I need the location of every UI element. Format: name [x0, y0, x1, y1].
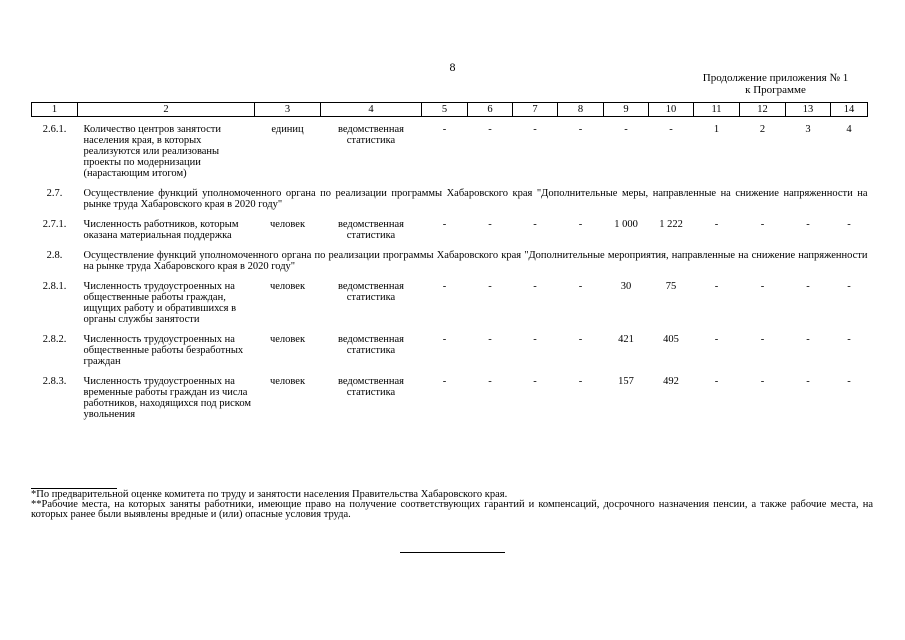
footnote-2: **Рабочие места, на которых заняты работники, имеющие право на получение соответствующих гарантий и компенсаций, досрочного назначения пенсии, а также рабочие места, на которых ранее были выявлены вредные и (или) опасные условия труда.	[31, 499, 873, 520]
header-col-10: 10	[649, 103, 694, 117]
row-number: 2.8.1.	[42, 281, 67, 292]
footnote-1: *По предварительной оценке комитета по труду и занятости населения Правительства Хабаровского края.	[31, 489, 508, 500]
value-cell: 421	[618, 334, 634, 345]
value-cell: -	[533, 219, 537, 230]
value-cell: -	[488, 124, 492, 135]
table-body	[32, 117, 868, 425]
value-cell: -	[442, 376, 447, 387]
indicator-name: Численность трудоустроенных на общественные работы безработных граждан	[83, 334, 244, 367]
header-col-11: 11	[694, 103, 740, 117]
value-cell: -	[442, 219, 447, 230]
value-cell: -	[760, 281, 765, 292]
value-cell: -	[714, 281, 719, 292]
value-cell: -	[714, 334, 719, 345]
continuation-note	[683, 72, 868, 96]
value-cell: 2	[759, 124, 766, 135]
value-cell: -	[578, 281, 583, 292]
value-cell: -	[806, 219, 810, 230]
value-cell: -	[578, 124, 583, 135]
value-cell: -	[760, 334, 765, 345]
value-cell: 75	[665, 281, 677, 292]
value-cell: -	[806, 334, 810, 345]
value-cell: -	[847, 281, 851, 292]
section-title: Осуществление функций уполномоченного органа по реализации программы Хабаровского края "Дополнительные мероприятия, направленные на снижение напряженности на рынке труда Хабаровского края в 2020 году"	[83, 250, 868, 272]
value-cell: -	[578, 219, 583, 230]
value-cell: -	[847, 376, 851, 387]
value-cell: -	[578, 334, 583, 345]
value-cell: -	[533, 334, 537, 345]
table-row	[32, 214, 868, 245]
value-cell: 3	[805, 124, 811, 135]
value-cell: 157	[618, 376, 634, 387]
unit-cell: человек	[269, 376, 306, 387]
source-cell: ведомственная статистика	[338, 124, 404, 146]
header-col-5: 5	[422, 103, 468, 117]
source-cell: ведомственная статистика	[338, 281, 404, 303]
table-row	[32, 329, 868, 371]
value-cell: -	[442, 334, 447, 345]
row-number: 2.7.1.	[42, 219, 67, 230]
unit-cell: человек	[269, 281, 306, 292]
header-col-12: 12	[740, 103, 786, 117]
table-row	[32, 183, 868, 214]
header-col-3: 3	[255, 103, 321, 117]
value-cell: -	[533, 376, 537, 387]
value-cell: -	[760, 376, 765, 387]
value-cell: 30	[620, 281, 632, 292]
value-cell: 405	[663, 334, 679, 345]
page-number: 8	[449, 60, 456, 74]
table-header	[32, 103, 868, 117]
value-cell: -	[847, 334, 851, 345]
source-cell: ведомственная статистика	[338, 334, 404, 356]
indicator-name: Численность трудоустроенных на общественные работы граждан, ищущих работу и обратившихся в органы службы занятости	[83, 281, 237, 325]
value-cell: -	[624, 124, 628, 135]
continuation-line2: к Программе	[745, 84, 806, 96]
value-cell: -	[442, 124, 447, 135]
indicator-name: Численность трудоустроенных на временные работы граждан из числа работников, находящихся под риском увольнения	[83, 376, 252, 420]
header-col-2: 2	[78, 103, 255, 117]
table-row	[32, 371, 868, 424]
indicator-name: Численность работников, которым оказана материальная поддержка	[83, 219, 239, 241]
header-col-13: 13	[786, 103, 831, 117]
end-rule	[400, 552, 505, 553]
header-col-7: 7	[513, 103, 558, 117]
header-col-9: 9	[604, 103, 649, 117]
value-cell: -	[806, 376, 810, 387]
table-row	[32, 276, 868, 329]
row-number: 2.8.2.	[42, 334, 67, 345]
value-cell: 492	[663, 376, 679, 387]
header-col-14: 14	[831, 103, 868, 117]
value-cell: -	[533, 281, 537, 292]
table-row	[32, 245, 868, 276]
header-col-8: 8	[558, 103, 604, 117]
value-cell: -	[442, 281, 447, 292]
value-cell: -	[847, 219, 851, 230]
header-col-6: 6	[468, 103, 513, 117]
indicator-name: Количество центров занятости населения края, в которых реализуются или реализованы проекты по модернизации (нарастающим итогом)	[83, 124, 221, 179]
value-cell: -	[488, 334, 492, 345]
unit-cell: человек	[269, 219, 306, 230]
source-cell: ведомственная статистика	[338, 376, 404, 398]
header-col-1: 1	[32, 103, 78, 117]
row-number: 2.8.3.	[42, 376, 67, 387]
value-cell: -	[533, 124, 537, 135]
row-number: 2.6.1.	[42, 124, 67, 135]
unit-cell: человек	[269, 334, 306, 345]
table-row	[32, 117, 868, 184]
continuation-line1: Продолжение приложения № 1	[702, 72, 849, 84]
value-cell: -	[714, 219, 719, 230]
row-number: 2.7.	[46, 188, 63, 199]
value-cell: 1	[713, 124, 720, 135]
value-cell: 1 222	[659, 219, 683, 230]
value-cell: -	[714, 376, 719, 387]
value-cell: -	[488, 219, 492, 230]
value-cell: -	[488, 281, 492, 292]
indicators-table	[31, 102, 868, 424]
unit-cell: единиц	[271, 124, 304, 135]
source-cell: ведомственная статистика	[338, 219, 404, 241]
value-cell: -	[488, 376, 492, 387]
value-cell: -	[578, 376, 583, 387]
value-cell: 4	[846, 124, 852, 135]
value-cell: -	[806, 281, 810, 292]
value-cell: 1 000	[614, 219, 638, 230]
value-cell: -	[669, 124, 673, 135]
row-number: 2.8.	[46, 250, 63, 261]
value-cell: -	[760, 219, 765, 230]
header-col-4: 4	[321, 103, 422, 117]
section-title: Осуществление функций уполномоченного органа по реализации программы Хабаровского края "Дополнительные меры, направленные на снижение напряженности на рынке труда Хабаровского края в 2020 году"	[83, 188, 868, 210]
